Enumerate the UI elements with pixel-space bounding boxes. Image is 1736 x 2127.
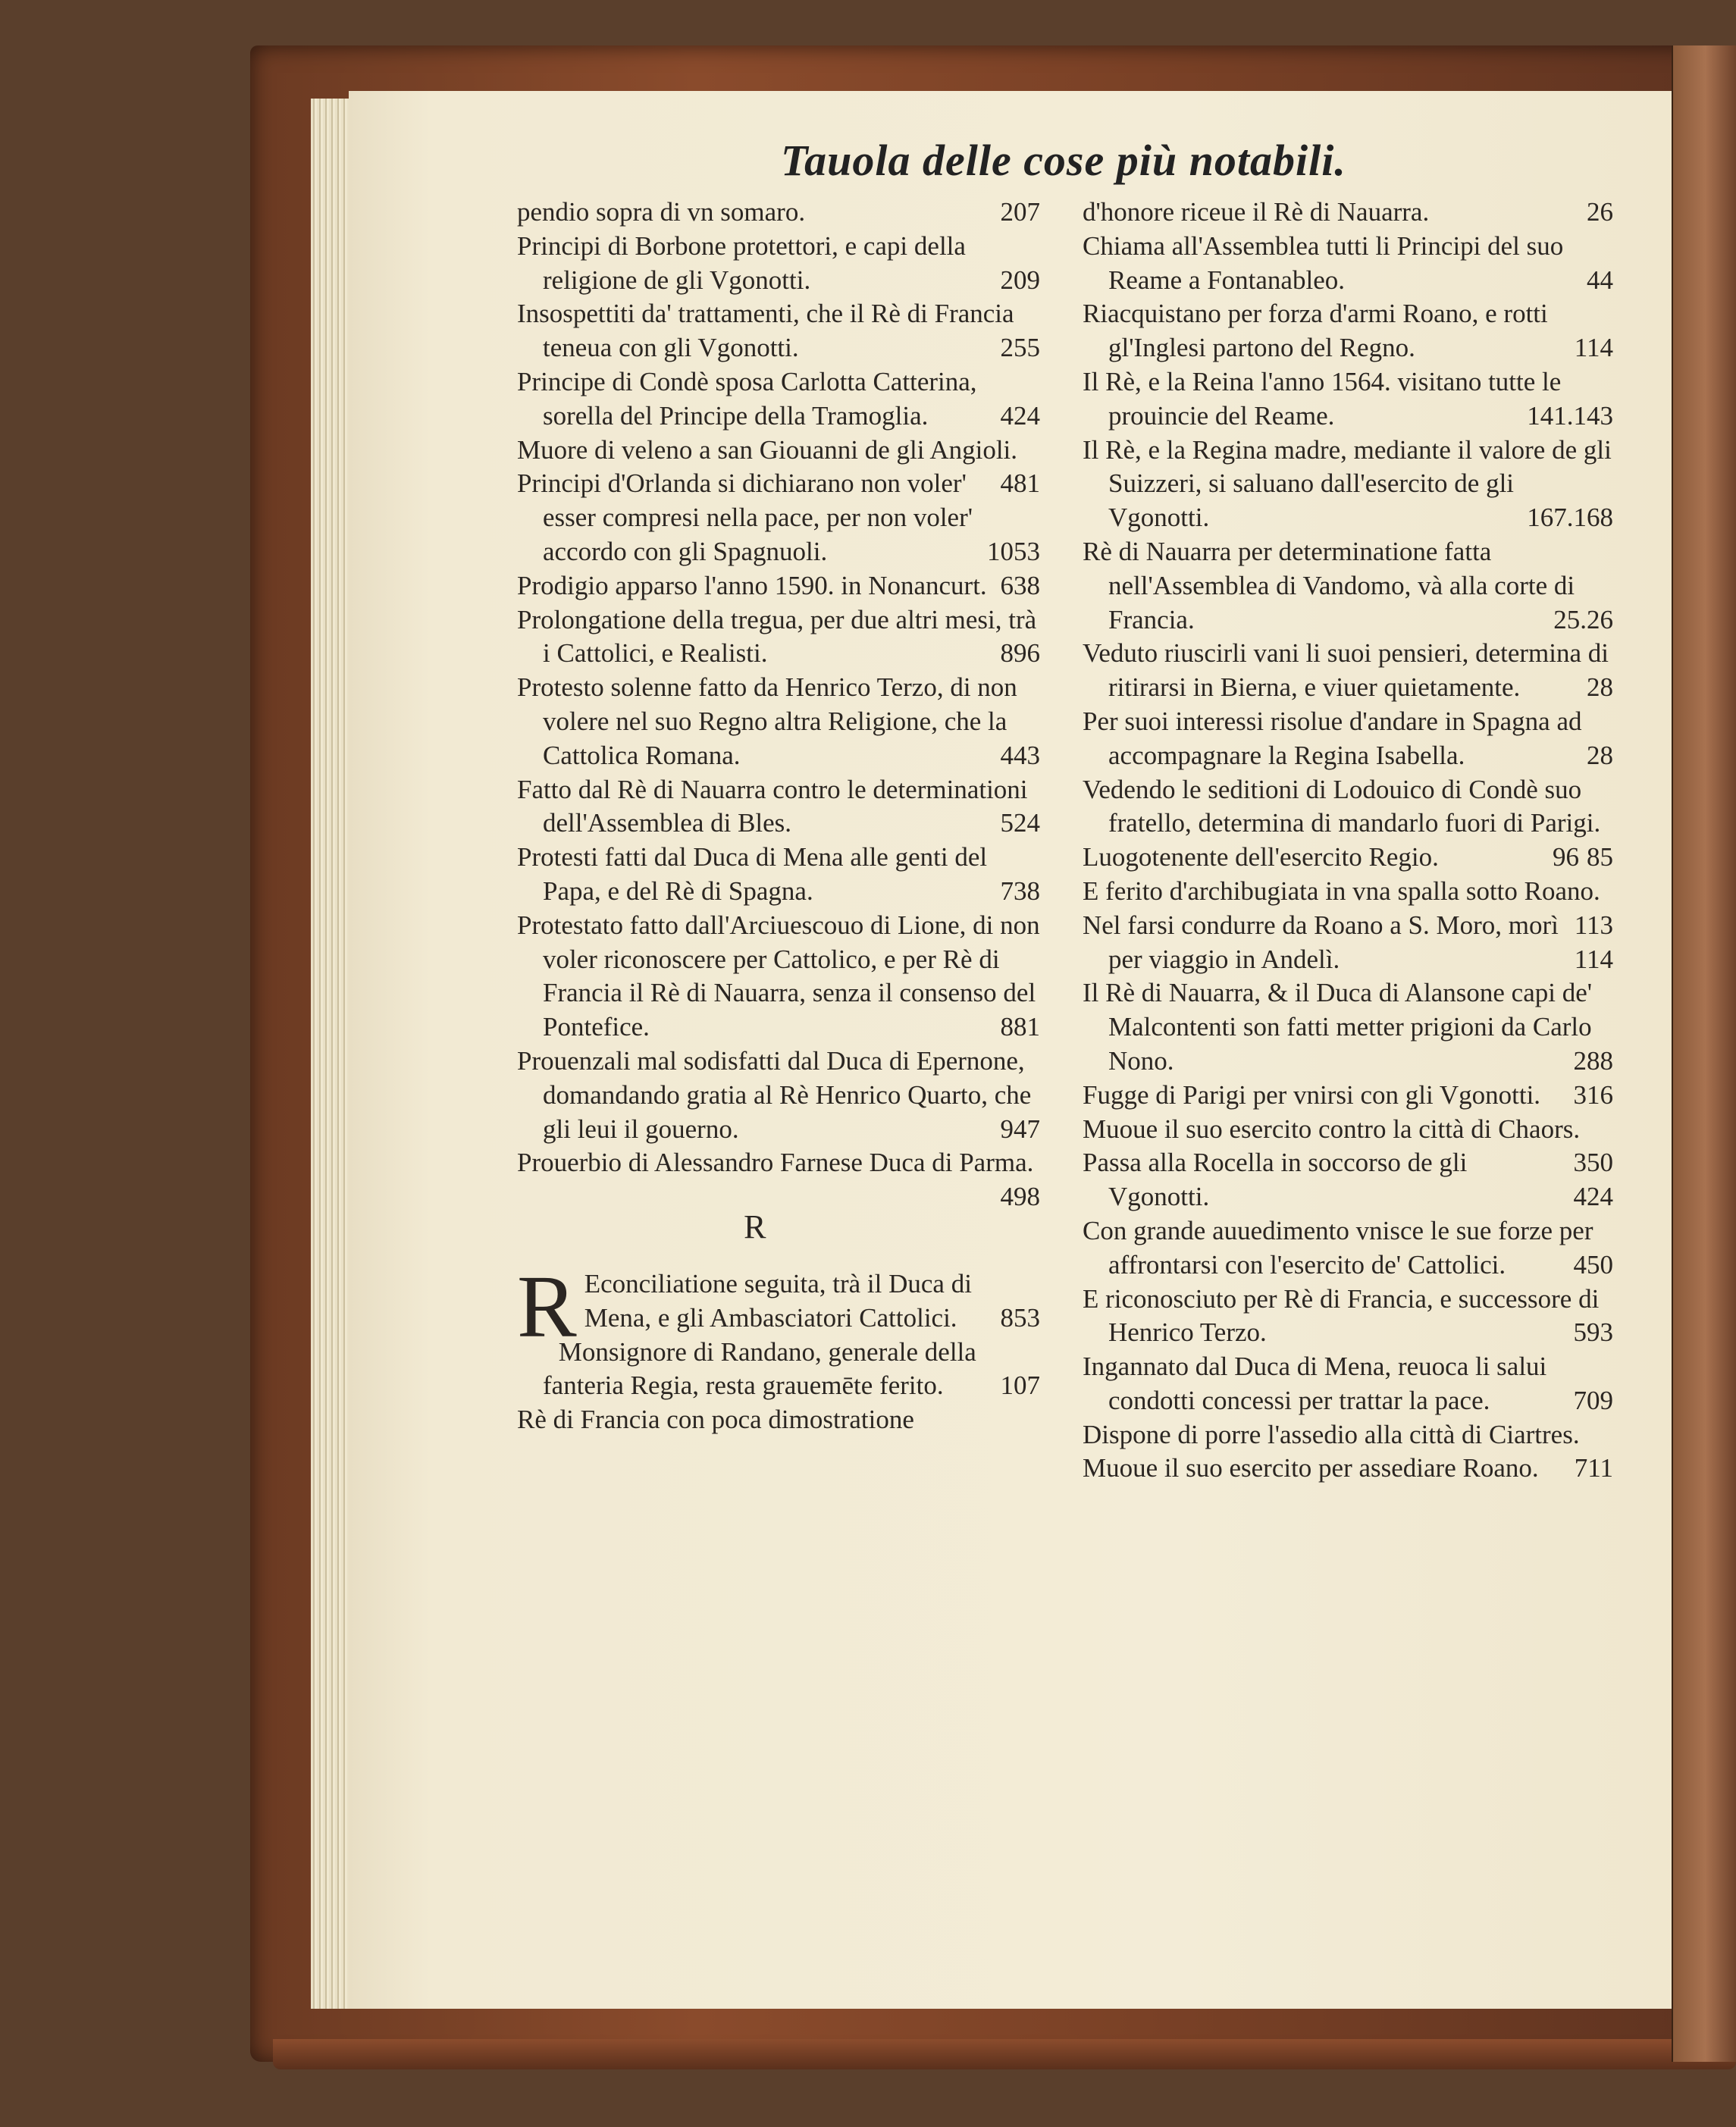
index-entry xyxy=(517,230,1040,298)
index-entry-text: Principi d'Orlanda si dichiarano non voler' esser compresi nella pace, per non voler' accordo con gli Spagnuoli. xyxy=(517,468,973,566)
index-entry xyxy=(1083,875,1613,940)
index-entry-page: 114 xyxy=(1574,944,1613,974)
index-entry-page: 896 xyxy=(1000,638,1040,669)
index-entry-text: Protesti fatti dal Duca di Mena alle genti del Papa, e del Rè di Spagna. xyxy=(517,842,988,906)
drop-cap-letter: R xyxy=(517,1256,577,1356)
index-entry xyxy=(517,909,1040,1045)
index-entry-text: Il Rè, e la Regina madre, mediante il valore de gli Suizzeri, si saluano dall'esercito de gli Vgonotti. xyxy=(1083,434,1612,533)
running-head: Tauola delle cose più notabili. xyxy=(781,136,1346,185)
index-entry-page: 316 xyxy=(1573,1079,1613,1110)
index-entry xyxy=(517,671,1040,772)
right-index-column xyxy=(1083,196,1613,1486)
index-entry-page: 947 xyxy=(1000,1114,1040,1144)
index-entry-page: 498 xyxy=(1000,1182,1040,1212)
index-entry-page: 524 xyxy=(1000,808,1040,838)
index-entry-text: Prouenzali mal sodisfatti dal Duca di Epernone, domandando gratia al Rè Henrico Quarto, che gli leui il gouerno. xyxy=(517,1045,1032,1144)
index-entry xyxy=(517,841,1040,909)
index-entry-text: Veduto riuscirli vani li suoi pensieri, determina di ritirarsi in Bierna, e viuer quietamente. xyxy=(1083,638,1609,703)
index-entry-text: Vedendo le seditioni di Lodouico di Condè suo fratello, determina di mandarlo fuori di Parigi. xyxy=(1083,774,1601,838)
index-entry-page: 107 xyxy=(1000,1370,1040,1401)
index-entry-text: Nel farsi condurre da Roano a S. Moro, morì per viaggio in Andelì. xyxy=(1083,910,1559,974)
index-entry-page: 593 xyxy=(1573,1317,1613,1348)
index-entry-text: E ferito d'archibugiata in vna spalla sotto Roano. xyxy=(1083,876,1600,906)
index-entry-text: Muoue il suo esercito contro la città di Chaors. xyxy=(1083,1114,1581,1144)
left-index-column xyxy=(517,196,1040,1437)
index-entry-page: 85 xyxy=(1587,842,1613,872)
index-entry xyxy=(517,467,1040,569)
index-entry xyxy=(1083,1452,1613,1486)
index-entry xyxy=(517,1146,1040,1212)
index-entry xyxy=(517,569,1040,603)
index-entry-text: Insospettiti da' trattamenti, che il Rè di Francia teneua con gli Vgonotti. xyxy=(517,299,1014,363)
index-entry-page: 96 xyxy=(1553,842,1579,872)
index-entry-page: 28 xyxy=(1587,740,1613,770)
index-entry-text: Prolongatione della tregua, per due altri mesi, trà i Cattolici, e Realisti. xyxy=(517,604,1037,669)
index-entry-text: Dispone di porre l'assedio alla città di Ciartres. xyxy=(1083,1419,1580,1449)
index-entry xyxy=(1083,297,1613,365)
index-entry-page: 113 xyxy=(1574,910,1613,940)
index-entry xyxy=(517,434,1040,499)
index-entry-page: 424 xyxy=(1000,400,1040,431)
index-entry-page: 28 xyxy=(1587,672,1613,703)
index-entry xyxy=(517,1045,1040,1146)
index-entry xyxy=(1083,230,1613,298)
index-entry xyxy=(1083,1113,1613,1178)
index-entry-page: 207 xyxy=(1000,197,1040,227)
index-entry-text: pendio sopra di vn somaro. xyxy=(517,197,806,227)
index-entry-page: 450 xyxy=(1573,1249,1613,1280)
index-entry-text: Protestato fatto dall'Arciuescouo di Lione, di non voler riconoscere per Cattolico, e per Rè di Francia il Rè di Nauarra, senza il consenso del Pontefice. xyxy=(517,910,1040,1042)
index-entry xyxy=(1083,1350,1613,1418)
index-entry xyxy=(517,603,1040,672)
index-entry-text: Fatto dal Rè di Nauarra contro le determinationi dell'Assemblea di Bles. xyxy=(517,774,1028,838)
index-entry-text: Muoue il suo esercito per assediare Roano. xyxy=(1083,1453,1539,1483)
index-entry-page: 44 xyxy=(1587,265,1613,295)
index-entry-page: 443 xyxy=(1000,740,1040,770)
index-entry-text: Per suoi interessi risolue d'andare in Spagna ad accompagnare la Regina Isabella. xyxy=(1083,706,1582,770)
index-entry-page: 638 xyxy=(1000,570,1040,600)
index-entry-text: Fugge di Parigi per vnirsi con gli Vgonotti. xyxy=(1083,1079,1541,1110)
index-entry-page: 141.143 xyxy=(1527,400,1613,431)
index-entry xyxy=(517,1336,1040,1404)
index-entry xyxy=(1083,196,1613,230)
index-entry xyxy=(517,1403,1040,1437)
index-entry-text: Rè di Nauarra per determinatione fatta nell'Assemblea di Vandomo, và alla corte di Francia. xyxy=(1083,536,1575,634)
index-entry-page: 255 xyxy=(1000,333,1040,363)
index-entry xyxy=(1083,365,1613,434)
index-entry-text: Econciliatione seguita, trà il Duca di Mena, e gli Ambasciatori Cattolici. xyxy=(584,1268,972,1333)
index-entry-page: 1053 xyxy=(987,536,1040,566)
index-entry-text: Monsignore di Randano, generale della fanteria Regia, resta grauemēte ferito. xyxy=(543,1336,976,1401)
index-entry-text: Riacquistano per forza d'armi Roano, e rotti gl'Inglesi partono del Regno. xyxy=(1083,299,1548,363)
index-entry-text: Passa alla Rocella in soccorso de gli Vgonotti. xyxy=(1083,1148,1468,1212)
index-entry-text: Prouerbio di Alessandro Farnese Duca di Parma. xyxy=(517,1148,1034,1178)
index-entry xyxy=(1083,976,1613,1078)
index-entry xyxy=(1083,434,1613,535)
index-entry xyxy=(1083,705,1613,773)
index-entry-text: Principe di Condè sposa Carlotta Catterina, sorella del Principe della Tramoglia. xyxy=(517,366,977,431)
index-entry-text: Luogotenente dell'esercito Regio. xyxy=(1083,842,1439,872)
index-entry xyxy=(1083,1079,1613,1113)
index-entry-page: 711 xyxy=(1574,1453,1613,1483)
book-cover-bottom-edge xyxy=(273,2039,1736,2069)
index-entry-page: 481 xyxy=(1000,468,1040,499)
index-entry-page: 881 xyxy=(1000,1012,1040,1042)
index-entry-page: 350 xyxy=(1573,1148,1613,1178)
index-entry-text: Prodigio apparso l'anno 1590. in Nonancurt. xyxy=(517,570,987,600)
index-entry-page: 114 xyxy=(1574,333,1613,363)
index-entry xyxy=(517,1256,1040,1356)
index-entry-text: Con grande auuedimento vnisce le sue forze per affrontarsi con l'esercito de' Cattolici. xyxy=(1083,1215,1593,1280)
index-entry-page: 853 xyxy=(1000,1302,1040,1333)
index-entry-text: Muore di veleno a san Giouanni de gli Angioli. xyxy=(517,434,1018,465)
index-entry-text: Il Rè, e la Reina l'anno 1564. visitano tutte le prouincie del Reame. xyxy=(1083,366,1562,431)
index-entry xyxy=(1083,1283,1613,1351)
index-entry-page: 25.26 xyxy=(1553,604,1613,634)
index-entry xyxy=(1083,637,1613,705)
index-entry-page: 26 xyxy=(1587,197,1613,227)
index-entry xyxy=(1083,1214,1613,1283)
index-entry-text: Ingannato dal Duca di Mena, reuoca li salui condotti concessi per trattar la pace. xyxy=(1083,1352,1547,1415)
index-entry-page: 709 xyxy=(1573,1385,1613,1415)
index-entry-page: 288 xyxy=(1573,1045,1613,1076)
index-entry-text: E riconosciuto per Rè di Francia, e successore di Henrico Terzo. xyxy=(1083,1283,1600,1348)
cover-side-strip xyxy=(1672,45,1736,2062)
section-letter-heading: R xyxy=(744,1208,766,1246)
index-entry xyxy=(517,196,1040,230)
index-entry xyxy=(1083,909,1613,977)
index-entry-text: Il Rè di Nauarra, & il Duca di Alansone capi de' Malcontenti son fatti metter prigioni da Carlo Nono. xyxy=(1083,978,1593,1076)
index-entry-page: 167.168 xyxy=(1527,503,1613,533)
index-entry-page: 424 xyxy=(1573,1182,1613,1212)
index-entry xyxy=(1083,841,1613,875)
index-entry xyxy=(517,773,1040,841)
index-entry xyxy=(1083,1146,1613,1214)
index-entry-page: 738 xyxy=(1000,876,1040,906)
index-entry xyxy=(517,365,1040,434)
index-entry-text: Rè di Francia con poca dimostratione xyxy=(517,1405,914,1435)
index-entry-page: 209 xyxy=(1000,265,1040,295)
index-entry-text: Chiama all'Assemblea tutti li Principi del suo Reame a Fontanableo. xyxy=(1083,230,1564,295)
index-entry-text: d'honore riceue il Rè di Nauarra. xyxy=(1083,197,1430,227)
index-entry-text: Principi di Borbone protettori, e capi della religione de gli Vgonotti. xyxy=(517,230,966,295)
index-entry xyxy=(517,297,1040,365)
index-entry-text: Protesto solenne fatto da Henrico Terzo, di non volere nel suo Regno altra Religione, che la Cattolica Romana. xyxy=(517,672,1017,770)
index-entry xyxy=(1083,535,1613,637)
